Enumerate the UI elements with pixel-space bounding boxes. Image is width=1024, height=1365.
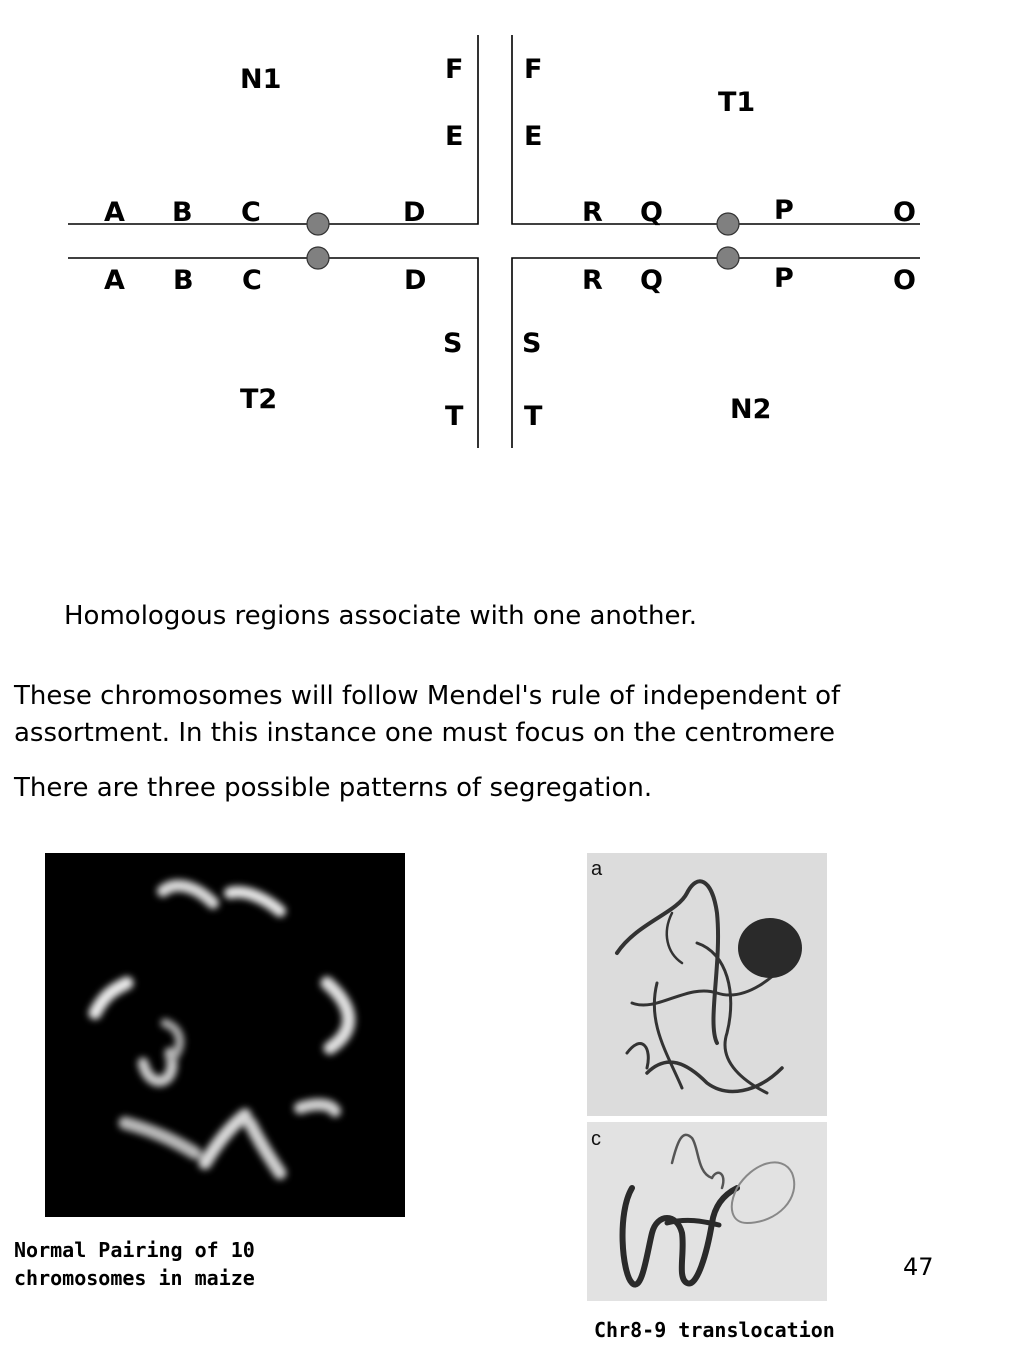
text-homologous-regions: Homologous regions associate with one another. (64, 601, 698, 631)
caption-normal-pairing-line1: Normal Pairing of 10 (14, 1238, 255, 1262)
gene-a-bot: A (104, 265, 125, 296)
gene-s-left: S (443, 328, 463, 359)
centromere-t1 (717, 213, 739, 235)
panel-c-label: c (591, 1128, 601, 1150)
gene-q-bot: Q (640, 265, 663, 296)
chromosome-n2-line (512, 258, 920, 448)
panel-a-label: a (591, 858, 603, 880)
text-mendel-line1: These chromosomes will follow Mendel's rule of independent of (14, 681, 841, 711)
gene-o-bot: O (893, 265, 916, 296)
chromosome-t1-line (512, 35, 920, 224)
caption-normal-pairing-line2: chromosomes in maize (14, 1266, 255, 1290)
centromere-n1 (307, 213, 329, 235)
text-segregation-patterns: There are three possible patterns of segregation. (14, 773, 653, 803)
gene-b-bot: B (173, 265, 194, 296)
label-n2: N2 (730, 394, 772, 425)
text-mendel-line2: assortment. In this instance one must focus on the centromere (14, 718, 835, 748)
gene-c-top: C (241, 197, 261, 228)
gene-p-top: P (774, 195, 794, 226)
gene-o-top: O (893, 197, 916, 228)
gene-f-left: F (445, 54, 464, 85)
gene-q-top: Q (640, 197, 663, 228)
gene-d-top: D (403, 197, 426, 228)
gene-t-right: T (524, 401, 543, 432)
centromere-t2 (307, 247, 329, 269)
label-t1: T1 (718, 87, 756, 118)
label-t2: T2 (240, 384, 278, 415)
gene-f-right: F (524, 54, 543, 85)
gene-t-left: T (445, 401, 464, 432)
gene-e-right: E (524, 121, 543, 152)
translocation-cross-diagram (0, 0, 1024, 470)
gene-r-top: R (582, 197, 603, 228)
centromere-n2 (717, 247, 739, 269)
maize-chromosome-micrograph (45, 853, 405, 1217)
gene-c-bot: C (242, 265, 262, 296)
label-n1: N1 (240, 64, 282, 95)
gene-e-left: E (445, 121, 464, 152)
translocation-micrograph (587, 853, 827, 1301)
gene-d-bot: D (404, 265, 427, 296)
gene-p-bot: P (774, 263, 794, 294)
gene-a-top: A (104, 197, 125, 228)
gene-s-right: S (522, 328, 542, 359)
gene-b-top: B (172, 197, 193, 228)
page-number: 47 (903, 1253, 934, 1281)
gene-r-bot: R (582, 265, 603, 296)
caption-chr8-9-translocation: Chr8-9 translocation (594, 1318, 835, 1342)
